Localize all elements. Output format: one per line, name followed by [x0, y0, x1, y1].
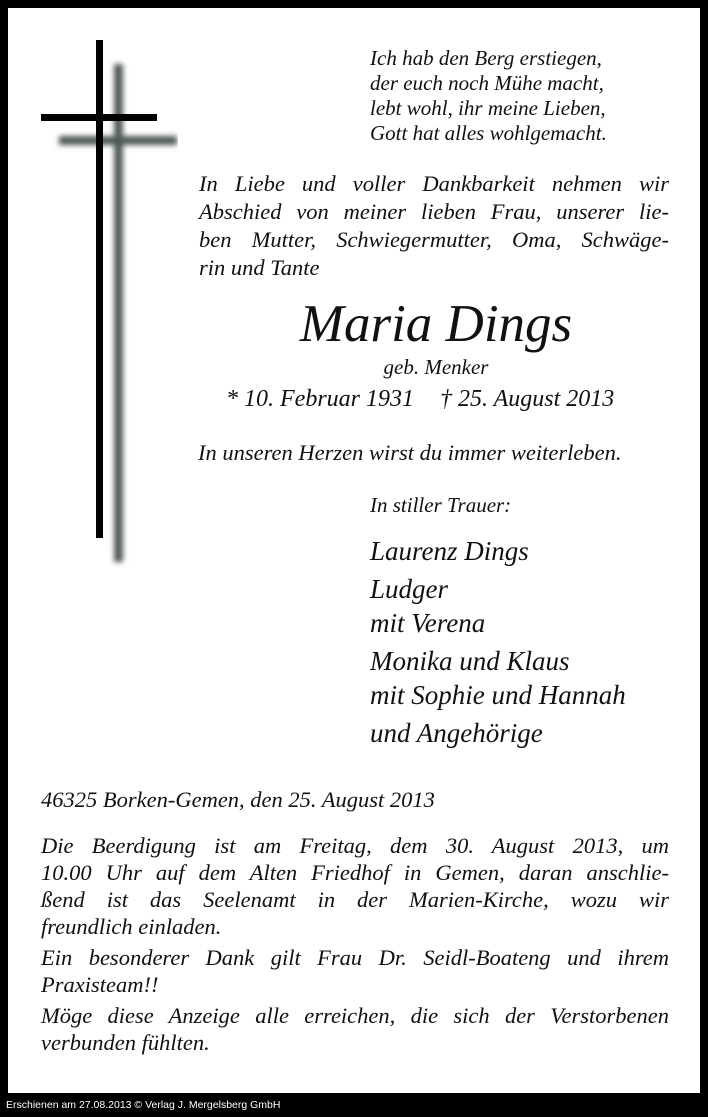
mourner: Monika und Klaus — [370, 646, 570, 676]
place-date: 46325 Borken-Gemen, den 25. August 2013 — [41, 787, 435, 812]
mourners-list — [370, 534, 626, 750]
life-dates — [226, 384, 614, 414]
intro-line: In Liebe und voller Dankbarkeit nehmen wir — [199, 171, 669, 196]
mourner: mit Sophie und Hannah — [370, 680, 626, 710]
funeral-line: 10.00 Uhr auf dem Alten Friedhof in Gemen, daran anschlie- — [41, 860, 669, 885]
maiden-name: geb. Menker — [383, 355, 489, 379]
funeral-line: ßend ist das Seelenamt in der Marien-Kirche, wozu wir — [41, 887, 669, 912]
funeral-line: Die Beerdigung ist am Freitag, dem 30. August 2013, um — [41, 833, 669, 858]
mourner: Ludger — [370, 574, 449, 604]
birth-date: * 10. Februar 1931 — [226, 386, 414, 412]
intro-line: rin und Tante — [199, 255, 320, 280]
publication-footer: Erschienen am 27.08.2013 © Verlag J. Mergelsberg GmbH — [6, 1099, 281, 1111]
reach-line: verbunden fühlten. — [41, 1030, 210, 1055]
funeral-line: freundlich einladen. — [41, 914, 222, 939]
mourner: und Angehörige — [370, 718, 543, 748]
poem-line: Gott hat alles wohlgemacht. — [370, 121, 607, 145]
thanks-line: Ein besonderer Dank gilt Frau Dr. Seidl-Boateng und ihrem — [41, 945, 669, 970]
mourning-label: In stiller Trauer: — [370, 493, 512, 517]
funeral-details — [41, 832, 669, 1056]
thanks-line: Praxisteam!! — [41, 972, 159, 997]
reach-line: Möge diese Anzeige alle erreichen, die sich der Verstorbenen — [41, 1003, 669, 1028]
intro-line: Abschied von meiner lieben Frau, unserer lie- — [199, 199, 669, 224]
mourner: Laurenz Dings — [370, 536, 529, 566]
remembrance-line: In unseren Herzen wirst du immer weiterleben. — [198, 440, 622, 465]
deceased-name: Maria Dings — [299, 295, 573, 353]
death-date: † 25. August 2013 — [440, 386, 615, 412]
mourner: mit Verena — [370, 608, 486, 638]
poem-line: Ich hab den Berg erstiegen, — [370, 46, 602, 70]
intro-text — [199, 170, 669, 282]
thanks-paragraph — [41, 944, 669, 998]
obituary-card — [8, 8, 700, 1093]
cross-icon — [38, 38, 178, 568]
poem-line: lebt wohl, ihr meine Lieben, — [370, 96, 606, 120]
poem-line: der euch noch Mühe macht, — [370, 71, 604, 95]
reach-paragraph — [41, 1002, 669, 1056]
intro-line: ben Mutter, Schwiegermutter, Oma, Schwäge- — [199, 227, 669, 252]
cross-solid — [41, 40, 157, 538]
funeral-paragraph — [41, 832, 669, 940]
poem — [370, 46, 607, 146]
